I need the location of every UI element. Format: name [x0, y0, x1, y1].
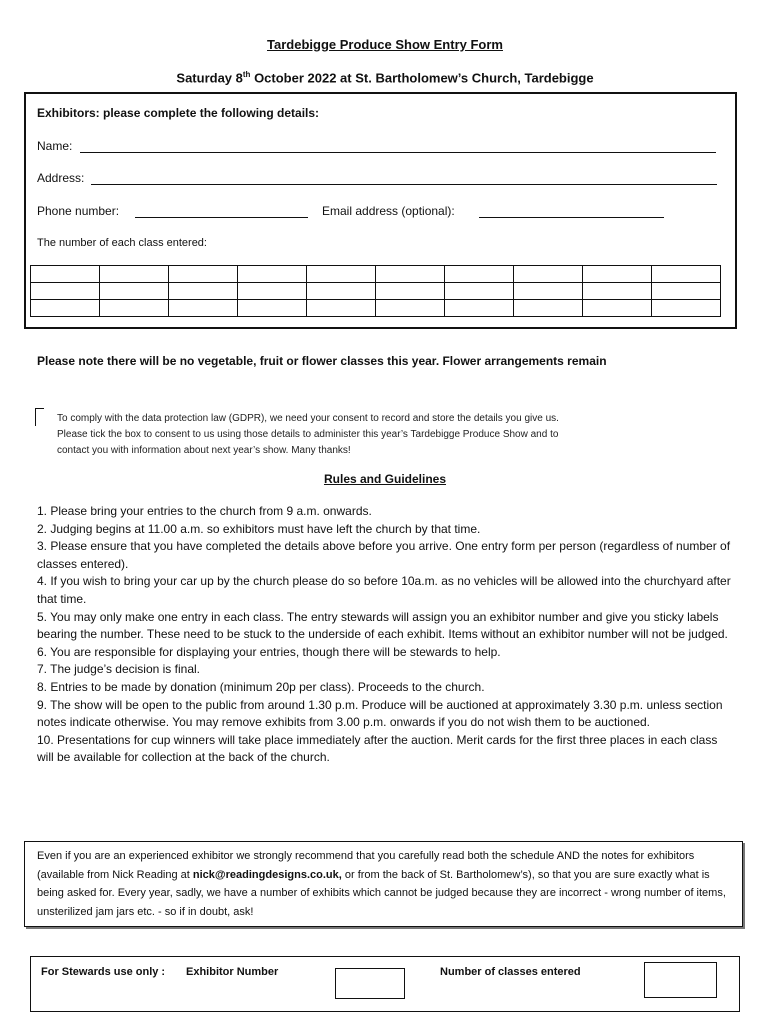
- rules-list: [37, 503, 737, 767]
- phone-field[interactable]: [135, 217, 308, 218]
- rule-item: 10. Presentations for cup winners will take place immediately after the auction. Merit cards for the first three places in each class will be available for collection at the back of the church.: [37, 732, 718, 765]
- rule-item: 9. The show will be open to the public from around 1.30 p.m. Produce will be auctioned at approximately 3.30 p.m. unless section notes indicate otherwise. You may remove exhibits from 3.00 p.m. onwards if you do not wish them to be auctioned.: [37, 697, 723, 730]
- class-entry-cell[interactable]: [100, 266, 169, 283]
- class-entry-cell[interactable]: [445, 283, 514, 300]
- email-field[interactable]: [479, 217, 664, 218]
- class-entry-cell[interactable]: [31, 300, 100, 317]
- class-entry-cell[interactable]: [100, 283, 169, 300]
- class-entry-cell[interactable]: [445, 266, 514, 283]
- contact-email: nick@readingdesigns.co.uk,: [192, 868, 342, 881]
- exhibitor-number-box[interactable]: [335, 968, 405, 999]
- email-label: Email address (optional):: [322, 204, 455, 218]
- class-entry-cell[interactable]: [169, 266, 238, 283]
- form-title: Tardebigge Produce Show Entry Form: [267, 37, 503, 52]
- class-entry-cell[interactable]: [238, 283, 307, 300]
- rule-item: 2. Judging begins at 11.00 a.m. so exhibitors must have left the church by that time.: [37, 521, 481, 536]
- rule-item: 8. Entries to be made by donation (minimum 20p per class). Proceeds to the church.: [37, 679, 485, 694]
- stewards-label: For Stewards use only :: [41, 966, 166, 978]
- rule-item: 5. You may only make one entry in each class. The entry stewards will assign you an exhibitor number and give you sticky labels bearing the number. These need to be stuck to the underside of each exhibit. Items without an exhibitor number will not be judged.: [37, 609, 728, 642]
- class-entry-cell[interactable]: [307, 266, 376, 283]
- gdpr-consent-checkbox[interactable]: [35, 408, 44, 426]
- class-entry-cell[interactable]: [31, 266, 100, 283]
- class-entry-cell[interactable]: [238, 300, 307, 317]
- class-entry-cell[interactable]: [169, 300, 238, 317]
- rule-item: 6. You are responsible for displaying your entries, though there will be stewards to help.: [37, 644, 501, 659]
- classes-label: The number of each class entered:: [37, 237, 207, 249]
- class-entry-cell[interactable]: [583, 283, 652, 300]
- address-label: Address:: [37, 171, 85, 185]
- phone-label: Phone number:: [37, 204, 120, 218]
- class-entry-cell[interactable]: [583, 300, 652, 317]
- class-entry-cell[interactable]: [31, 283, 100, 300]
- class-entry-cell[interactable]: [376, 266, 445, 283]
- address-field[interactable]: [91, 184, 717, 185]
- class-entry-cell[interactable]: [652, 266, 721, 283]
- no-classes-notice: Please note there will be no vegetable, fruit or flower classes this year. Flower arrangements remain: [37, 354, 607, 368]
- rule-item: 7. The judge’s decision is final.: [37, 662, 200, 677]
- class-entry-cell[interactable]: [376, 283, 445, 300]
- gdpr-line: contact you with information about next year’s show. Many thanks!: [57, 445, 351, 456]
- class-entry-cell[interactable]: [514, 266, 583, 283]
- class-entry-cell[interactable]: [652, 300, 721, 317]
- rule-item: 3. Please ensure that you have completed the details above before you arrive. One entry form per person (regardless of number of classes entered).: [37, 539, 731, 571]
- class-entry-cell[interactable]: [583, 266, 652, 283]
- name-label: Name:: [37, 139, 73, 153]
- rule-item: 1. Please bring your entries to the church from 9 a.m. onwards.: [37, 504, 372, 518]
- advice-part-1: Even if you are an experienced exhibitor we strongly recommend that you carefully read both the schedule AND the notes for exhibitors (available from Nick Reading at: [37, 850, 695, 881]
- event-date-location: [0, 70, 770, 85]
- classes-entered-box[interactable]: [644, 962, 717, 998]
- exhibitor-number-label: Exhibitor Number: [186, 966, 279, 978]
- rule-item: 4. If you wish to bring your car up by the church please do so before 10a.m. as no vehicles will be allowed into the churchyard after that time.: [37, 574, 731, 606]
- advice-text: [37, 847, 737, 921]
- rules-heading: Rules and Guidelines: [323, 472, 447, 486]
- advice-part-2: or from the back of St. Bartholomew’s), so that you are sure exactly what is being asked for. Every year, sadly, we have a number of exhibits which cannot be judged because they are incorrect - wrong number of items, unsterilized jam jars etc. - so if in doubt, ask!: [37, 868, 726, 918]
- subtitle-start: Saturday 8: [176, 70, 243, 86]
- class-entry-cell[interactable]: [307, 283, 376, 300]
- class-entry-cell[interactable]: [307, 300, 376, 317]
- class-entry-cell[interactable]: [169, 283, 238, 300]
- gdpr-line: To comply with the data protection law (GDPR), we need your consent to record and store the details you give us.: [57, 413, 559, 424]
- name-field[interactable]: [80, 152, 716, 153]
- subtitle-ordinal: th: [242, 70, 251, 79]
- class-entry-cell[interactable]: [652, 283, 721, 300]
- gdpr-line: Please tick the box to consent to us using those details to administer this year’s Tardebigge Produce Show and to: [57, 429, 559, 440]
- subtitle-end: October 2022 at St. Bartholomew’s Church, Tardebigge: [250, 70, 594, 86]
- class-entry-cell[interactable]: [445, 300, 514, 317]
- class-entry-cell[interactable]: [376, 300, 445, 317]
- class-entry-grid: [30, 265, 721, 317]
- class-entry-cell[interactable]: [238, 266, 307, 283]
- gdpr-consent-text: [57, 411, 717, 459]
- class-entry-cell[interactable]: [514, 300, 583, 317]
- details-heading: Exhibitors: please complete the following details:: [37, 106, 320, 120]
- class-entry-cell[interactable]: [100, 300, 169, 317]
- class-entry-cell[interactable]: [514, 283, 583, 300]
- classes-entered-label: Number of classes entered: [440, 966, 581, 978]
- class-grid-row: [31, 283, 721, 300]
- class-grid-row: [31, 300, 721, 317]
- class-grid-row: [31, 266, 721, 283]
